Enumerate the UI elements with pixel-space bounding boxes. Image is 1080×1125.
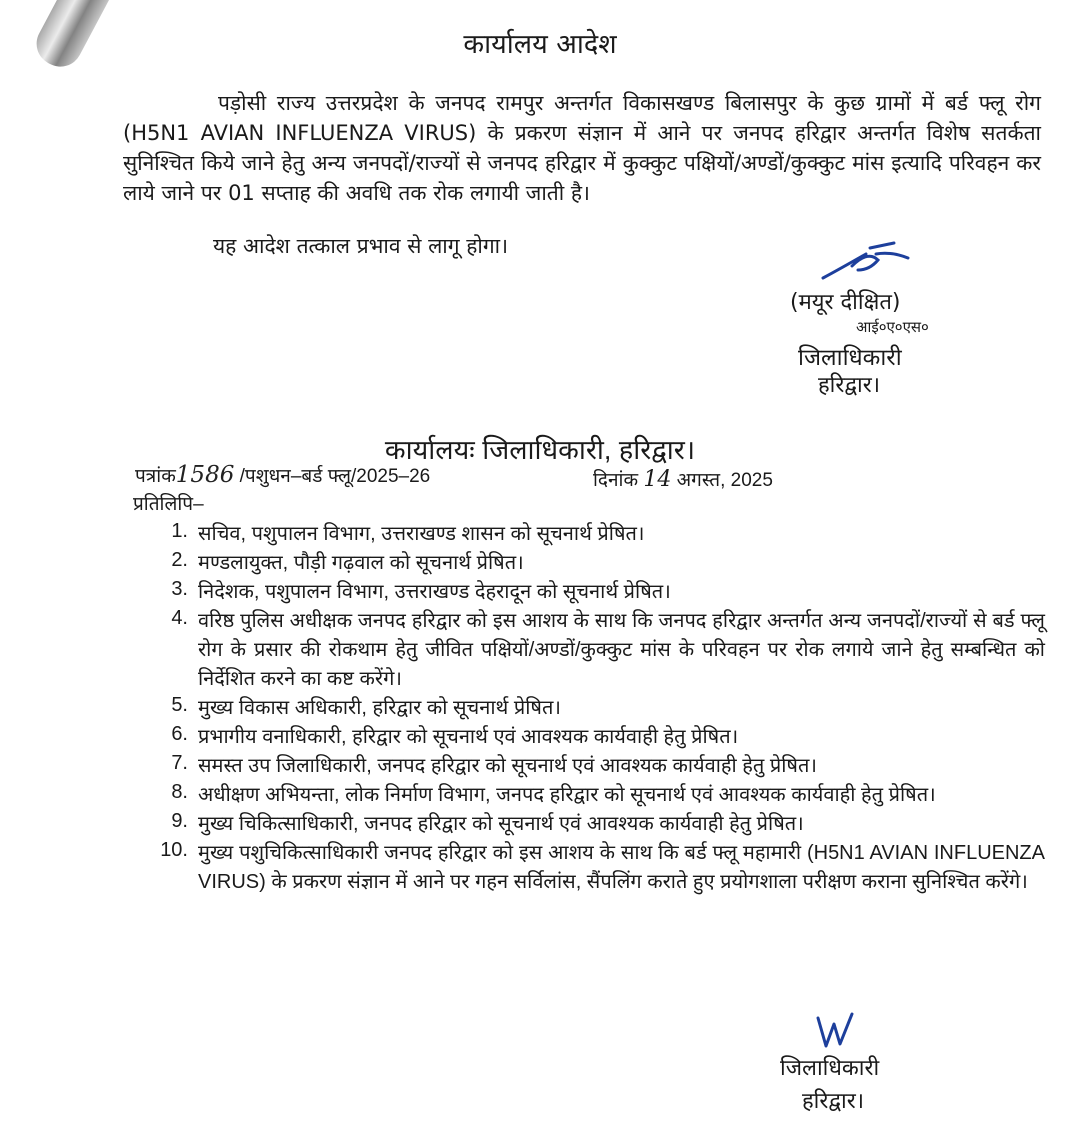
date-day: 14: [643, 467, 672, 492]
signatory-name: (मयूर दीक्षित): [790, 290, 901, 315]
reference-subject: /पशुधन–बर्ड फ्लू/2025–26: [239, 466, 431, 487]
list-item: 4. वरिष्ठ पुलिस अधीक्षक जनपद हरिद्वार को इस आशय के साथ कि जनपद हरिद्वार अन्तर्गत अन्य जनपदों/राज्यों से बर्ड फ्लू रोग के प्रसार की रोकथाम हेतु जीवित पक्षियों/अण्डों/कुक्कुट मांस के परिवहन पर रोक लगाये जाने हेतु सम्बन्धित को निर्देशित करने का कष्ट करेंगे।: [171, 607, 1045, 690]
list-item: 9. मुख्य चिकित्साधिकारी, जनपद हरिद्वार को सूचनार्थ एवं आवश्यक कार्यवाही हेतु प्रेषित।: [171, 810, 804, 835]
closing-signature-mark: [810, 1010, 870, 1054]
signatory-block: [778, 240, 1078, 400]
date-month-year: अगस्त, 2025: [676, 470, 773, 491]
copy-to-label: प्रतिलिपि–: [133, 494, 204, 515]
order-paragraph: [123, 88, 1041, 208]
list-item: 2. मण्डलायुक्त, पौड़ी गढ़वाल को सूचनार्थ प्रेषित।: [171, 549, 524, 574]
reference-prefix: पत्रांक: [135, 466, 176, 487]
signatory-place: हरिद्वार।: [818, 373, 881, 398]
closing-designation: जिलाधिकारी: [780, 1056, 880, 1081]
list-item: 6. प्रभागीय वनाधिकारी, हरिद्वार को सूचनार्थ एवं आवश्यक कार्यवाही हेतु प्रेषित।: [171, 723, 739, 748]
effective-line: यह आदेश तत्काल प्रभाव से लागू होगा।: [213, 234, 509, 258]
signature-mark: [818, 240, 918, 290]
reference-line: [135, 462, 430, 488]
closing-place: हरिद्वार।: [802, 1089, 865, 1114]
list-item: 8. अधीक्षण अभियन्ता, लोक निर्माण विभाग, जनपद हरिद्वार को सूचनार्थ एवं आवश्यक कार्यवाही हेतु प्रेषित।: [171, 781, 936, 806]
list-item: 7. समस्त उप जिलाधिकारी, जनपद हरिद्वार को सूचनार्थ एवं आवश्यक कार्यवाही हेतु प्रेषित।: [171, 752, 817, 777]
reference-number: 1586: [175, 462, 235, 488]
copy-to-list: [145, 520, 1045, 897]
office-heading: कार्यालयः जिलाधिकारी, हरिद्वार।: [384, 435, 696, 465]
signatory-designation: जिलाधिकारी: [798, 345, 902, 371]
reference-date: [593, 466, 773, 492]
list-item: 3. निदेशक, पशुपालन विभाग, उत्तराखण्ड देहरादून को सूचनार्थ प्रेषित।: [171, 578, 671, 603]
order-title: कार्यालय आदेश: [463, 29, 617, 60]
date-label: दिनांक: [593, 470, 639, 491]
list-item: 1. सचिव, पशुपालन विभाग, उत्तराखण्ड शासन को सूचनार्थ प्रेषित।: [171, 520, 645, 545]
list-item: 5. मुख्य विकास अधिकारी, हरिद्वार को सूचनार्थ प्रेषित।: [171, 694, 561, 719]
order-paragraph-text: पड़ोसी राज्य उत्तरप्रदेश के जनपद रामपुर अन्तर्गत विकासखण्ड बिलासपुर के कुछ ग्रामों में बर्ड फ्लू रोग (H5N1 AVIAN INFLUENZA VIRUS) के प्रकरण संज्ञान में आने पर जनपद हरिद्वार अन्तर्गत विशेष सतर्कता सुनिश्चित किये जाने हेतु अन्य जनपदों/राज्यों से जनपद हरिद्वार में कुक्कुट पक्षियों/अण्डों/कुक्कुट मांस इत्यादि परिवहन कर लाये जाने पर 01 सप्ताह की अवधि तक रोक लगायी जाती है।: [123, 91, 1041, 205]
closing-signature-block: [780, 1010, 1060, 1120]
list-item: 10. मुख्य पशुचिकित्साधिकारी जनपद हरिद्वार को इस आशय के साथ कि बर्ड फ्लू महामारी (H5N1 AVIAN INFLUENZA VIRUS) के प्रकरण संज्ञान में आने पर गहन सर्विलांस, सैंपलिंग कराते हुए प्रयोगशाला परीक्षण कराना सुनिश्चित करेंगे।: [160, 839, 1045, 893]
signatory-service: आई०ए०एस०: [856, 318, 929, 336]
